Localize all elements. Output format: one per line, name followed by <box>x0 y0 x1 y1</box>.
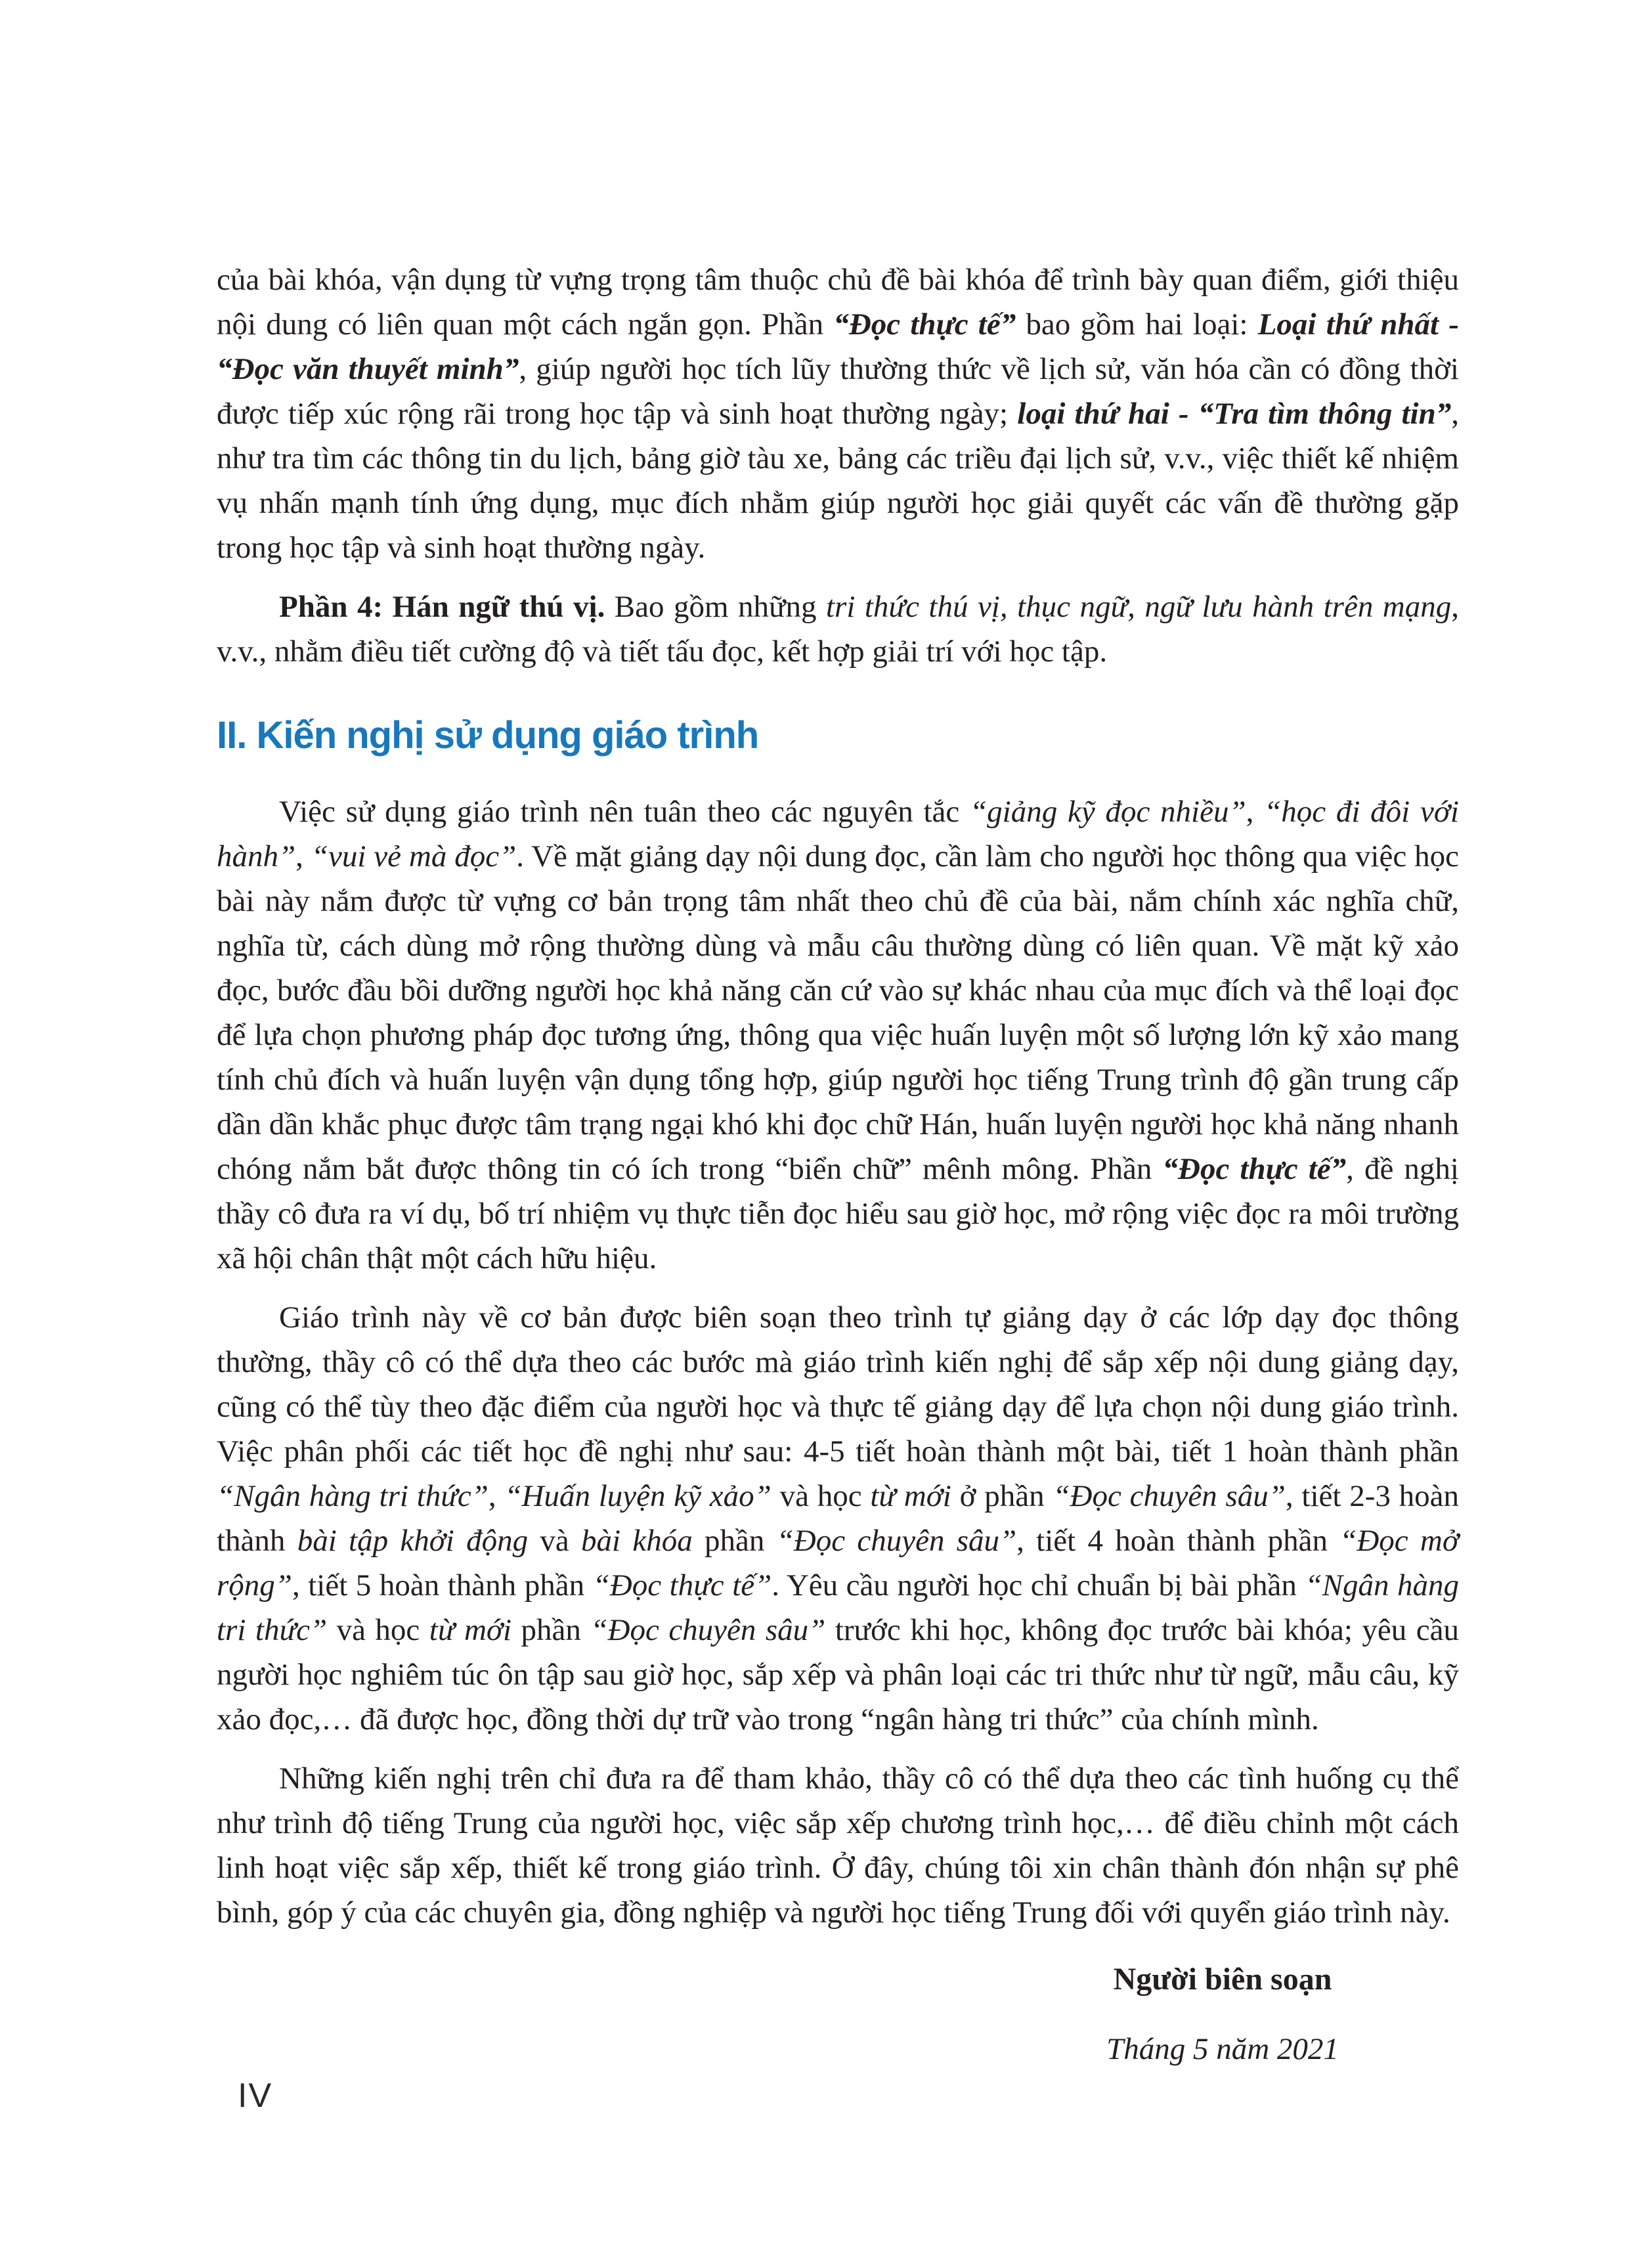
text-segment: và học <box>327 1613 429 1647</box>
text-segment: “vui vẻ mà đọc” <box>311 839 517 874</box>
text-segment: bài khóa <box>581 1524 693 1558</box>
page-content <box>217 257 1459 2071</box>
text-segment: phần <box>692 1524 777 1558</box>
text-segment: “Đọc chuyên sâu” <box>776 1524 1017 1558</box>
text-segment: “Huấn luyện kỹ xảo” <box>504 1479 772 1513</box>
text-segment: , như tra tìm các thông tin du lịch, bảng giờ tàu xe, bảng các triều đại lịch sử, v.v., việc thiết kế nhiệm vụ nhấn mạnh tính ứng dụng, mục đích nhằm giúp người học giải quyết các vấn đề thường gặp trong học tập và sinh hoạt thường ngày. <box>217 397 1460 565</box>
text-segment: loại thứ hai - “Tra tìm thông tin” <box>1017 397 1452 431</box>
section-heading: II. Kiến nghị sử dụng giáo trình <box>217 714 759 757</box>
text-segment: “học đi đôi với hành” <box>217 795 1459 874</box>
text-segment: Những kiến nghị trên chỉ đưa ra để tham khảo, thầy cô có thể dựa theo các tình huống cụ thể như trình độ tiếng Trung của người học, việc sắp xếp chương trình học,… để điều chỉnh một cách linh hoạt việc sắp xếp, thiết kế trong giáo trình. Ở đây, chúng tôi xin chân thành đón nhận sự phê bình, góp ý của các chuyên gia, đồng nghiệp và người học tiếng Trung đối với quyển giáo trình này. <box>217 1761 1459 1930</box>
text-segment: , <box>295 839 311 874</box>
text-segment: , tiết 5 hoàn thành phần <box>292 1568 593 1603</box>
text-segment: , tiết 2-3 hoàn thành <box>217 1479 1459 1558</box>
paragraph <box>217 1756 1459 1935</box>
text-segment: bài tập khởi động <box>297 1524 529 1558</box>
text-segment: “Ngân hàng tri thức” <box>217 1568 1459 1647</box>
text-segment: tri thức thú vị, thục ngữ, ngữ lưu hành trên mạng <box>825 590 1452 624</box>
text-segment: Việc sử dụng giáo trình nên tuân theo các nguyên tắc <box>279 795 970 829</box>
author-line: Người biên soạn <box>1113 1962 1332 1997</box>
text-segment: phần <box>511 1613 591 1647</box>
text-segment: Phần 4: Hán ngữ thú vị. <box>279 590 615 624</box>
text-segment: , tiết 4 hoàn thành phần <box>1016 1524 1340 1558</box>
text-segment: . Về mặt giảng dạy nội dung đọc, cần làm cho người học thông qua việc học bài này nắm được từ vựng cơ bản trọng tâm nhất theo chủ đề của bài, nắm chính xác nghĩa chữ, nghĩa từ, cách dùng mở rộng thường dùng và mẫu câu thường dùng có liên quan. Về mặt kỹ xảo đọc, bước đầu bồi dưỡng người học khả năng căn cứ vào sự khác nhau của mục đích và thể loại đọc để lựa chọn phương pháp đọc tương ứng, thông qua việc huấn luyện một số lượng lớn kỹ xảo mang tính chủ đích và huấn luyện vận dụng tổng hợp, giúp người học tiếng Trung trình độ gần trung cấp dần dần khắc phục được tâm trạng ngại khó khi đọc chữ Hán, huấn luyện người học khả năng nhanh chóng nắm bắt được thông tin có ích trong “biển chữ” mênh mông. Phần <box>217 839 1459 1186</box>
text-segment: , <box>488 1479 505 1513</box>
paragraph <box>217 585 1459 674</box>
text-segment: “Ngân hàng tri thức” <box>217 1479 489 1513</box>
text-segment: , giúp người học tích lũy thường thức về lịch sử, văn hóa cần có đồng thời được tiếp xúc rộng rãi trong học tập và sinh hoạt thường ngày; <box>217 352 1459 431</box>
text-segment: “Đọc chuyên sâu” <box>1053 1479 1286 1513</box>
text-segment: của bài khóa, vận dụng từ vựng trọng tâm thuộc chủ đề bài khóa để trình bày quan điểm, giới thiệu nội dung có liên quan một cách ngắn gọn. Phần <box>217 263 1459 342</box>
text-segment: trước khi học, không đọc trước bài khóa; yêu cầu người học nghiêm túc ôn tập sau giờ học, sắp xếp và phân loại các tri thức như từ ngữ, mẫu câu, kỹ xảo đọc,… đã được học, đồng thời dự trữ vào trong “ngân hàng tri thức” của chính mình. <box>217 1613 1459 1737</box>
text-segment: , đề nghị thầy cô đưa ra ví dụ, bố trí nhiệm vụ thực tiễn đọc hiểu sau giờ học, mở rộng việc đọc ra môi trường xã hội chân thật một cách hữu hiệu. <box>217 1152 1459 1275</box>
text-segment: , v.v., nhằm điều tiết cường độ và tiết tấu đọc, kết hợp giải trí với học tập. <box>217 590 1459 669</box>
text-segment: . Yêu cầu người học chỉ chuẩn bị bài phần <box>772 1568 1305 1603</box>
text-segment: “Đọc mở rộng” <box>217 1524 1459 1603</box>
text-segment: “Đọc thực tế” <box>833 307 1016 342</box>
text-segment: từ mới <box>870 1479 951 1513</box>
text-segment: từ mới <box>429 1613 512 1647</box>
text-segment: , <box>1246 795 1265 829</box>
text-segment: “Đọc thực tế” <box>592 1568 772 1603</box>
text-segment: ở phần <box>951 1479 1053 1513</box>
page-number: IV <box>238 2077 273 2115</box>
text-segment: “giảng kỹ đọc nhiều” <box>970 795 1246 829</box>
text-segment: “Đọc chuyên sâu” <box>590 1613 826 1647</box>
text-segment: Giáo trình này về cơ bản được biên soạn theo trình tự giảng dạy ở các lớp dạy đọc thông thường, thầy cô có thể dựa theo các bước mà giáo trình kiến nghị để sắp xếp nội dung giảng dạy, cũng có thể tùy theo đặc điểm của người học và thực tế giảng dạy để lựa chọn nội dung giáo trình. Việc phân phối các tiết học đề nghị như sau: 4-5 tiết hoàn thành một bài, tiết 1 hoàn thành phần <box>217 1300 1459 1469</box>
paragraph <box>217 257 1459 570</box>
text-segment: và học <box>771 1479 871 1513</box>
text-segment: bao gồm hai loại: <box>1016 307 1258 342</box>
text-segment: Bao gồm những <box>614 590 826 624</box>
paragraph <box>217 1295 1459 1742</box>
text-segment: “Đọc thực tế” <box>1162 1152 1347 1186</box>
signature-block <box>986 1957 1459 2071</box>
text-segment: và <box>528 1524 582 1558</box>
paragraph <box>217 789 1459 1281</box>
text-segment: Loại thứ nhất - “Đọc văn thuyết minh” <box>217 307 1459 386</box>
date-line: Tháng 5 năm 2021 <box>1106 2032 1339 2066</box>
